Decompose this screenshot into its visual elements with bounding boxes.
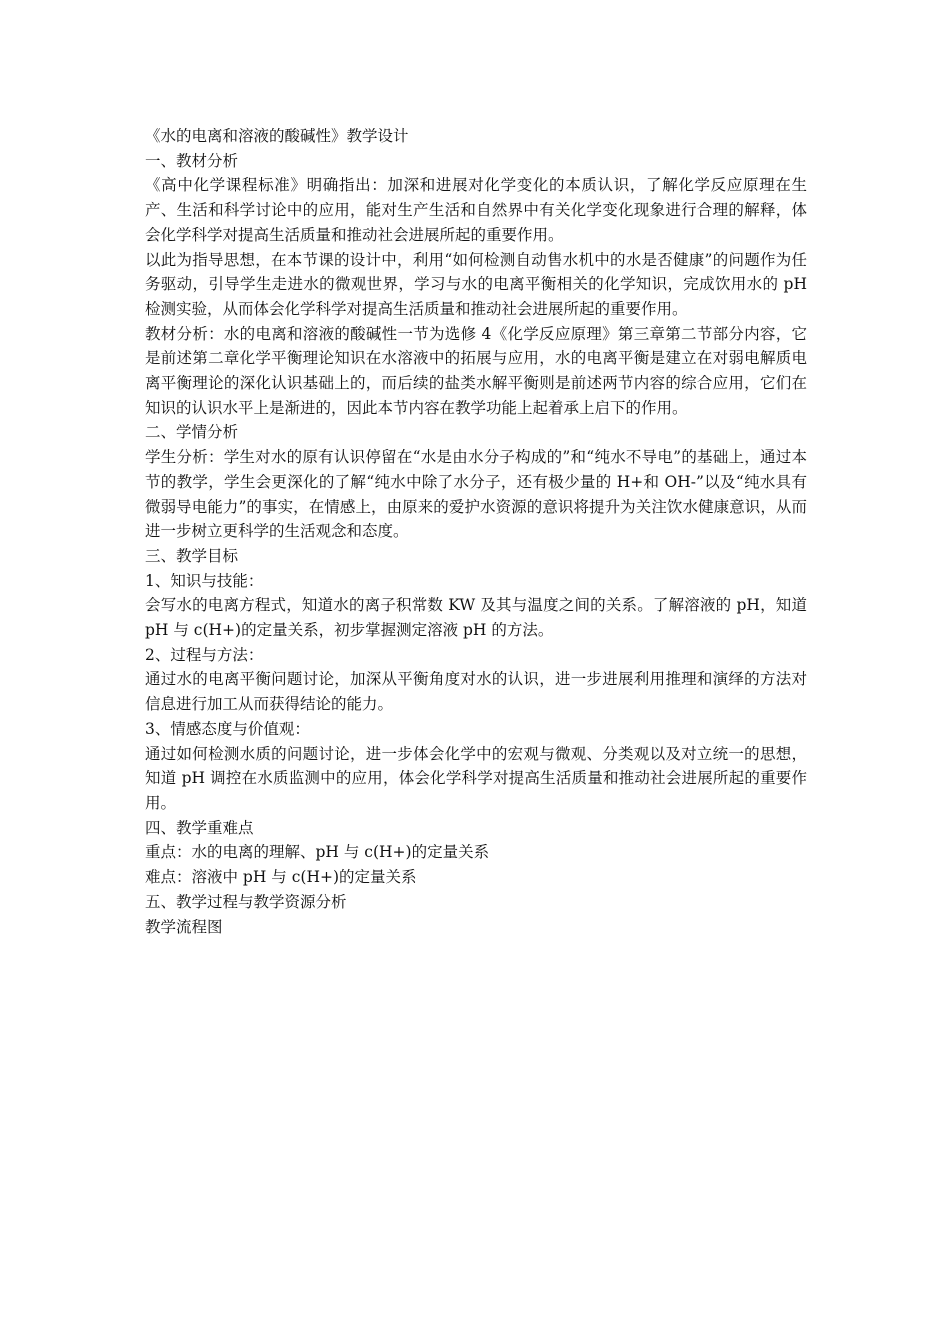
goal-process-heading: 2、过程与方法： xyxy=(145,645,264,664)
section-heading-teaching-process: 五、教学过程与教学资源分析 xyxy=(145,892,347,911)
goal-process-text: 通过水的电离平衡问题讨论，加深从平衡角度对水的认识，进一步进展利用推理和演绎的方法对信息进行加工从而获得结论的能力。 xyxy=(145,670,807,714)
paragraph-student-analysis: 学生分析：学生对水的原有认识停留在“水是由水分子构成的”和“纯水不导电”的基础上，通过本节的教学，学生会更深化的了解“纯水中除了水分子，还有极少量的 H+和 OH-”以及“纯水具有微弱导电能力”的事实，在情感上，由原来的爱护水资源的意识将提升为关注饮水健康意识，从而进一步树立更科学的生活观念和态度。 xyxy=(145,448,807,541)
flowchart-label: 教学流程图 xyxy=(145,917,223,936)
document-title: 《水的电离和溶液的酸碱性》教学设计 xyxy=(145,127,409,145)
paragraph-textbook-analysis: 教材分析：水的电离和溶液的酸碱性一节为选修 4《化学反应原理》第三章第二节部分内容，它是前述第二章化学平衡理论知识在水溶液中的拓展与应用，水的电离平衡是建立在对弱电解质电离平衡理论的深化认识基础上的，而后续的盐类水解平衡则是前述两节内容的综合应用，它们在知识的认识水平上是渐进的，因此本节内容在教学功能上起着承上启下的作用。 xyxy=(145,324,807,417)
document-body xyxy=(145,124,807,939)
paragraph-guiding-idea: 以此为指导思想，在本节课的设计中，利用“如何检测自动售水机中的水是否健康”的问题作为任务驱动，引导学生走进水的微观世界，学习与水的电离平衡相关的化学知识，完成饮用水的 pH 检测实验，从而体会化学科学对提高生活质量和推动社会进展所起的重要作用。 xyxy=(145,250,807,318)
section-heading-teaching-goals: 三、教学目标 xyxy=(145,546,239,565)
goal-attitude-text: 通过如何检测水质的问题讨论，进一步体会化学中的宏观与微观、分类观以及对立统一的思想，知道 pH 调控在水质监测中的应用，体会化学科学对提高生活质量和推动社会进展所起的重要作用。 xyxy=(145,744,807,812)
goal-attitude-heading: 3、情感态度与价值观： xyxy=(145,719,310,738)
goal-knowledge-heading: 1、知识与技能： xyxy=(145,571,264,590)
paragraph-curriculum-standard: 《高中化学课程标准》明确指出：加深和进展对化学变化的本质认识，了解化学反应原理在生产、生活和科学讨论中的应用，能对生产生活和自然界中有关化学变化现象进行合理的解释，体会化学科学对提高生活质量和推动社会进展所起的重要作用。 xyxy=(145,176,807,244)
difficulty-line: 难点：溶液中 pH 与 c(H+)的定量关系 xyxy=(145,868,417,887)
section-heading-key-difficulties: 四、教学重难点 xyxy=(145,818,254,837)
section-heading-student-analysis: 二、学情分析 xyxy=(145,423,239,442)
section-heading-textbook-analysis: 一、教材分析 xyxy=(145,151,239,170)
key-point-line: 重点：水的电离的理解、pH 与 c(H+)的定量关系 xyxy=(145,843,490,862)
goal-knowledge-text: 会写水的电离方程式，知道水的离子积常数 KW 及其与温度之间的关系。了解溶液的 pH，知道 pH 与 c(H+)的定量关系，初步掌握测定溶液 pH 的方法。 xyxy=(145,596,807,640)
